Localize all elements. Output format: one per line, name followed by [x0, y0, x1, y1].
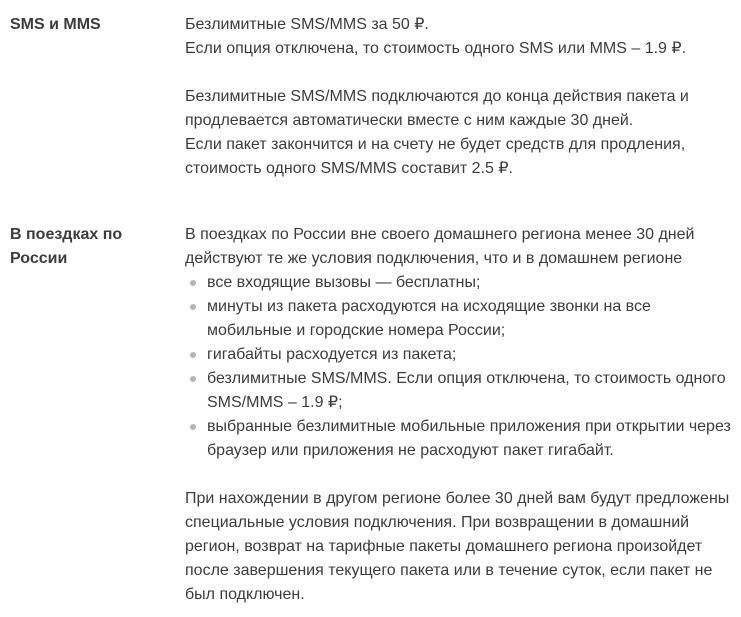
text-line: Безлимитные SMS/MMS подключаются до конца действия пакета и продлевается автоматически вместе с ним каждые 30 дней. [185, 88, 689, 129]
row-content [185, 223, 735, 607]
bullet-list [185, 271, 735, 463]
text-line: При нахождении в другом регионе более 30 дней вам будут предложены специальные условия подключения. При возвращении в домашний регион, возврат на тарифные пакеты домашнего региона произойдет после завершения текущего пакета или в течение суток, если пакет не был подключен. [185, 490, 730, 603]
row-label: В поездках по России [10, 226, 123, 267]
paragraph [185, 13, 735, 61]
tariff-row [10, 223, 735, 607]
tariff-row [10, 13, 735, 181]
paragraph [185, 487, 735, 607]
text-line: Если опция отключена, то стоимость одного SMS или MMS – 1.9 ₽. [185, 40, 687, 57]
bullet-item: все входящие вызовы — бесплатны; [185, 271, 735, 295]
bullet-item: безлимитные SMS/MMS. Если опция отключена, то стоимость одного SMS/MMS – 1.9 ₽; [185, 367, 735, 415]
row-label: SMS и MMS [10, 16, 101, 33]
text-line: Безлимитные SMS/MMS за 50 ₽. [185, 16, 429, 33]
bullet-item: гигабайты расходуется из пакета; [185, 343, 735, 367]
paragraph [185, 85, 735, 181]
row-content [185, 13, 735, 181]
paragraph [185, 223, 735, 271]
text-line: Если пакет закончится и на счету не будет средств для продления, стоимость одного SMS/MMS составит 2.5 ₽. [185, 136, 686, 177]
bullet-item: минуты из пакета расходуются на исходящие звонки на все мобильные и городские номера России; [185, 295, 735, 343]
text-line: В поездках по России вне своего домашнего региона менее 30 дней действуют те же условия подключения, что и в домашнем регионе [185, 226, 695, 267]
bullet-item: выбранные безлимитные мобильные приложения при открытии через браузер или приложения не расходуют пакет гигабайт. [185, 415, 735, 463]
